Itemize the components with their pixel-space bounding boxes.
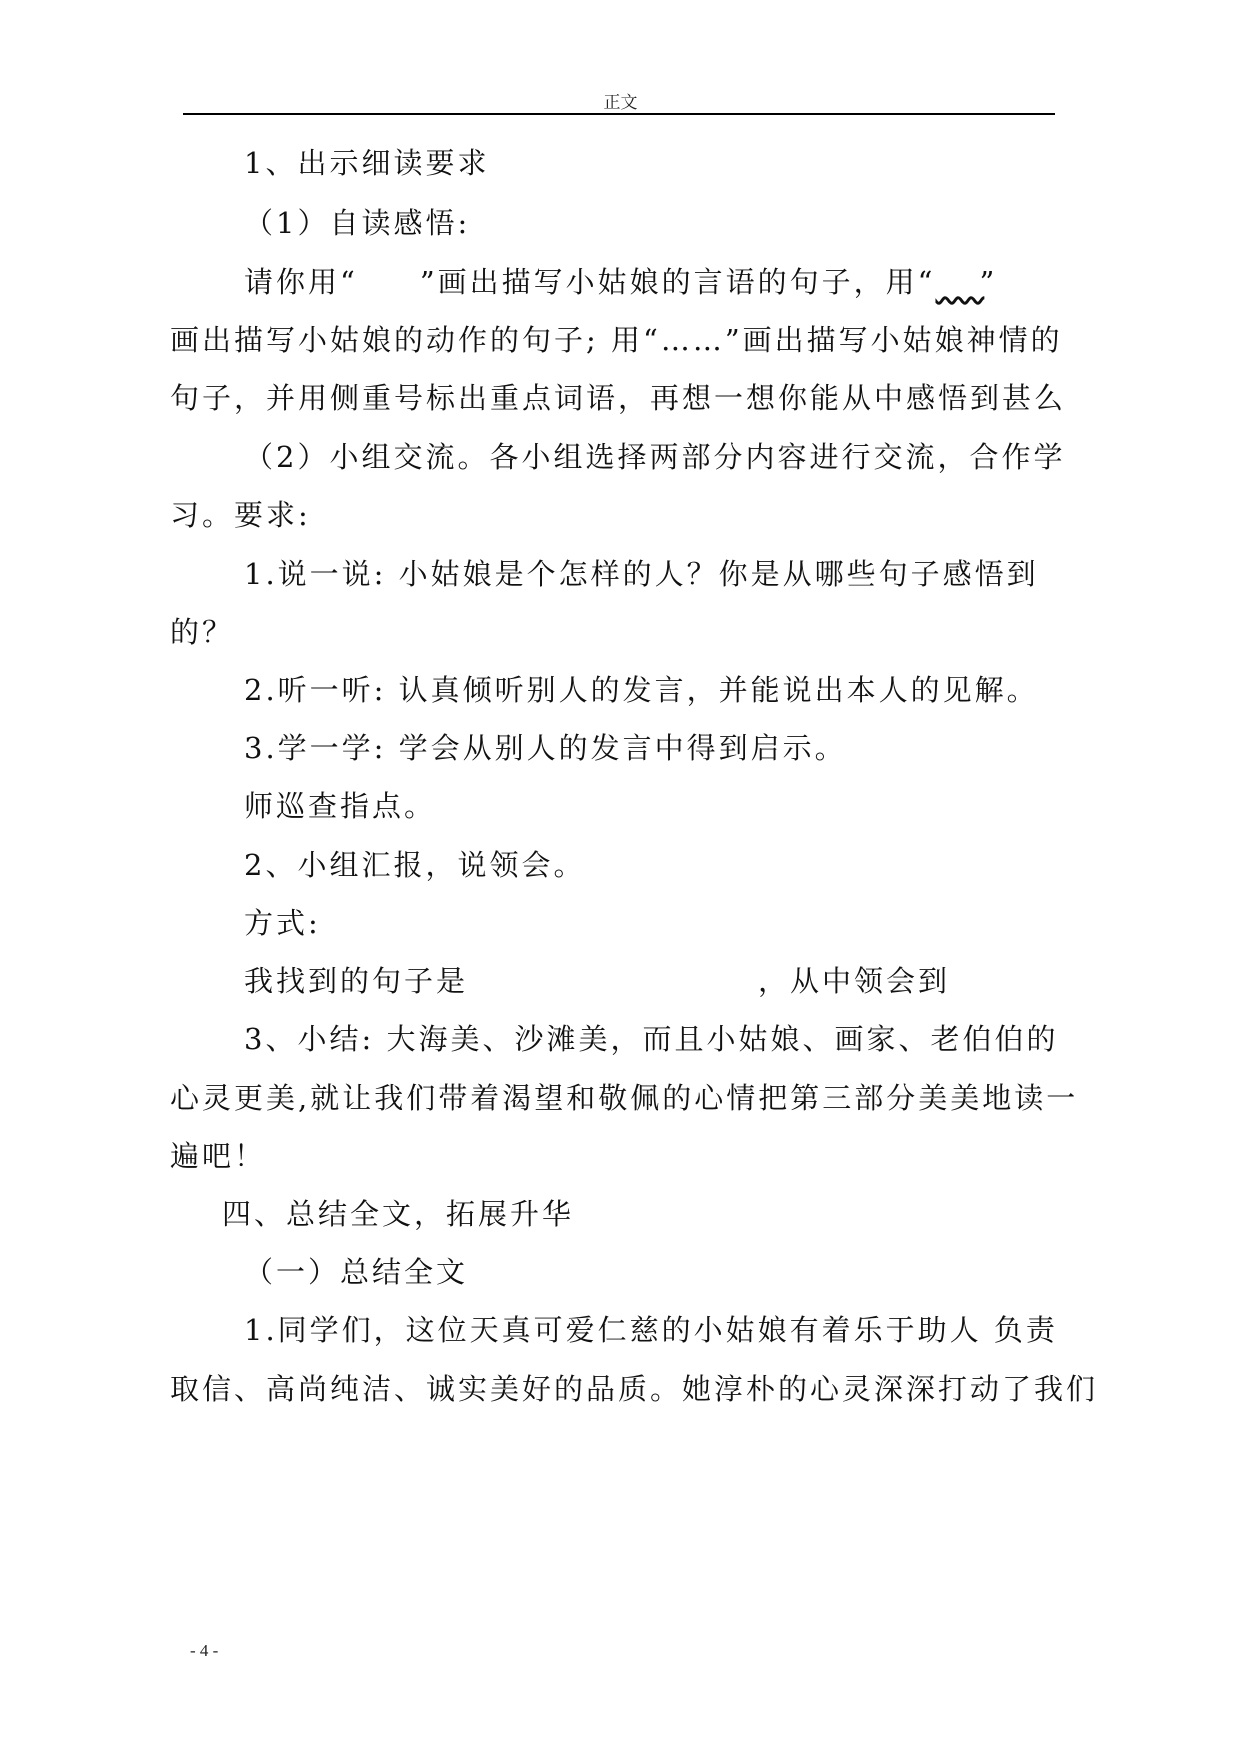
body-line: 1、出示细读要求	[244, 146, 490, 180]
text-run: ”	[979, 265, 998, 299]
text-run: 请你用“	[244, 265, 358, 299]
body-line: 师巡查指点。	[244, 789, 437, 823]
body-line: 取信、高尚纯洁、诚实美好的品质。她淳朴的心灵深深打动了我们	[170, 1372, 1099, 1406]
body-line: 方式:	[244, 906, 321, 940]
body-line: 1.同学们，这位天真可爱仁慈的小姑娘有着乐于助人 负责	[244, 1313, 1058, 1347]
sub-heading: （一）总结全文	[244, 1255, 469, 1289]
body-line: 2.听一听: 认真倾听别人的发言，并能说出本人的见解。	[244, 673, 1039, 707]
body-line: 遍吧！	[170, 1139, 267, 1173]
text-run: “	[917, 265, 936, 299]
body-line: 句子，并用侧重号标出重点词语，再想一想你能从中感悟到甚么	[170, 381, 1067, 415]
body-line	[244, 959, 950, 1003]
text-run: ”画出描写小姑娘的言语的句子，用	[419, 265, 918, 299]
body-line: （2）小组交流。各小组选择两部分内容进行交流，合作学	[244, 440, 1066, 474]
body-line: （1）自读感悟:	[244, 206, 471, 240]
body-line: 画出描写小姑娘的动作的句子; 用“……”画出描写小姑娘神情的	[170, 323, 1063, 357]
body-line	[244, 260, 997, 304]
running-header: 正文	[603, 93, 638, 113]
page-number: - 4 -	[190, 1641, 219, 1660]
body-line: 3、小结: 大海美、沙滩美，而且小姑娘、画家、老伯伯的	[244, 1022, 1059, 1056]
body-line: 的？	[170, 615, 235, 649]
text-run: ，从中领会到	[758, 964, 951, 998]
body-line: 心灵更美,就让我们带着渴望和敬佩的心情把第三部分美美地读一	[170, 1081, 1079, 1115]
section-heading: 四、总结全文，拓展升华	[222, 1197, 575, 1231]
body-line: 习。要求:	[170, 498, 311, 532]
wavy-underline-sample	[935, 260, 979, 304]
body-line: 3.学一学: 学会从别人的发言中得到启示。	[244, 731, 847, 765]
header-rule	[183, 113, 1055, 115]
body-line: 1.说一说: 小姑娘是个怎样的人？你是从哪些句子感悟到	[244, 557, 1039, 591]
text-run: 我找到的句子是	[244, 964, 469, 998]
body-line: 2、小组汇报，说领会。	[244, 848, 586, 882]
